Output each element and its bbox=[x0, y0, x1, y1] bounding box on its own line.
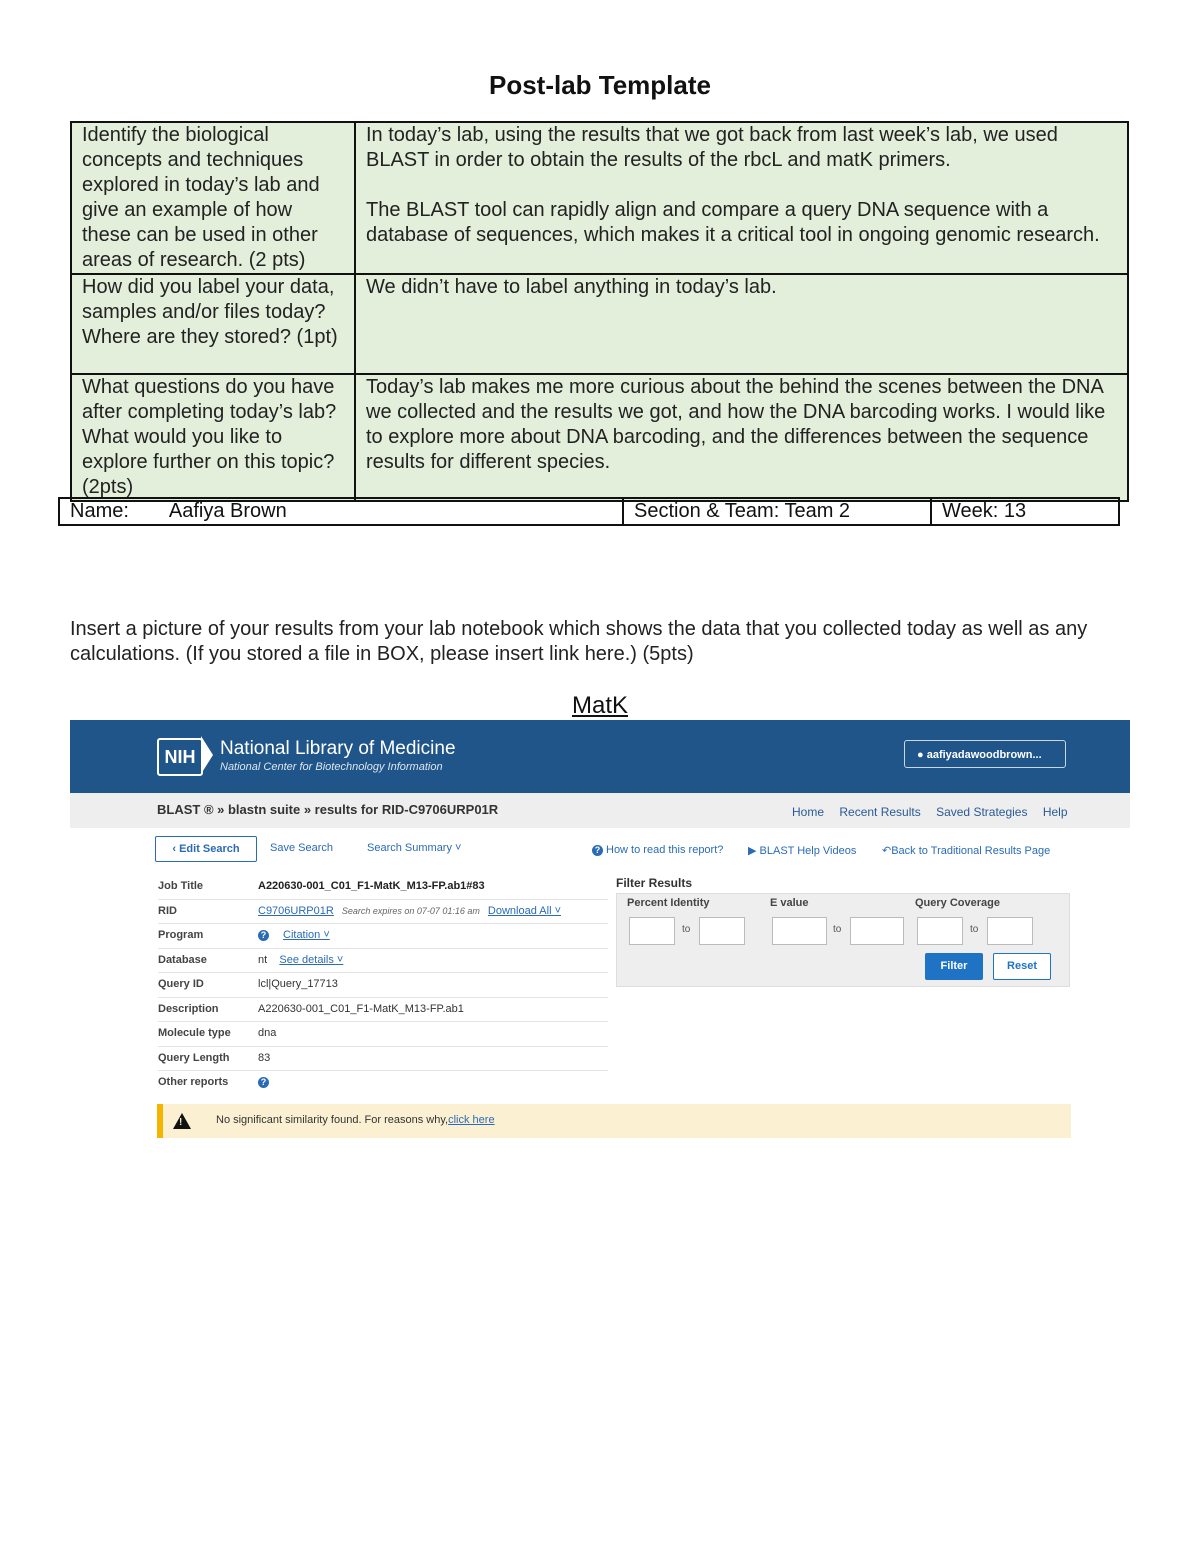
video-icon: ▶ bbox=[748, 845, 757, 857]
rid-link[interactable]: C9706URP01R bbox=[258, 904, 334, 917]
help-icon[interactable]: ? bbox=[258, 1077, 269, 1088]
query-coverage-label: Query Coverage bbox=[915, 897, 1000, 909]
qa-row bbox=[71, 122, 1128, 274]
download-all-link[interactable]: Download All ˅ bbox=[487, 904, 561, 917]
answer-paragraph: The BLAST tool can rapidly align and compare a query DNA sequence with a database of sequences, which makes it a critical tool in ongoing genomic research. bbox=[366, 199, 1100, 246]
rid-value bbox=[258, 900, 561, 924]
to-label: to bbox=[833, 924, 842, 935]
breadcrumb-bar bbox=[70, 793, 1130, 828]
filter-button[interactable]: Filter bbox=[925, 953, 983, 980]
detail-label: Query ID bbox=[158, 978, 204, 990]
blast-screenshot bbox=[70, 720, 1130, 1160]
section-cell: Section & Team: Team 2 bbox=[624, 499, 932, 524]
percent-identity-min-input[interactable] bbox=[629, 917, 675, 945]
answer-cell bbox=[355, 374, 1128, 501]
nav-recent-results[interactable]: Recent Results bbox=[839, 805, 921, 819]
percent-identity-label: Percent Identity bbox=[627, 897, 710, 909]
e-value-min-input[interactable] bbox=[772, 917, 827, 945]
org-subtitle: National Center for Biotechnology Information bbox=[220, 761, 443, 773]
back-arrow-icon: ↶ bbox=[882, 845, 892, 857]
help-icon[interactable]: ? bbox=[258, 930, 269, 941]
breadcrumb[interactable]: BLAST ® » blastn suite » results for RID-C9706URP01R bbox=[157, 802, 499, 817]
molecule-value: dna bbox=[258, 1027, 277, 1039]
percent-identity-max-input[interactable] bbox=[699, 917, 745, 945]
detail-row bbox=[158, 1071, 608, 1095]
detail-row bbox=[158, 998, 608, 1023]
query-coverage-min-input[interactable] bbox=[917, 917, 963, 945]
warning-icon-mark: ! bbox=[179, 1117, 183, 1128]
name-value: Aafiya Brown bbox=[168, 500, 287, 522]
nih-logo[interactable]: NIH bbox=[157, 738, 203, 776]
click-here-link[interactable]: click here bbox=[448, 1114, 495, 1126]
no-similarity-warning bbox=[157, 1104, 1071, 1138]
nih-header bbox=[70, 720, 1130, 793]
top-nav bbox=[792, 805, 1080, 819]
database-value bbox=[258, 949, 343, 973]
detail-label: Database bbox=[158, 953, 207, 966]
other-reports-value bbox=[258, 1071, 283, 1095]
answer-paragraph: In today’s lab, using the results that we got back from last week’s lab, we used BLAST in order to obtain the results of the rbcL and matK primers. bbox=[366, 124, 1058, 171]
help-icon: ? bbox=[592, 845, 603, 856]
rid-expires: Search expires on 07-07 01:16 am bbox=[341, 905, 480, 916]
query-length-value: 83 bbox=[258, 1051, 271, 1064]
section-subtitle: MatK bbox=[571, 692, 628, 719]
detail-row bbox=[158, 949, 608, 974]
name-cell bbox=[60, 499, 624, 524]
question-cell: What questions do you have after completing today’s lab? What would you like to explore further on this topic? (2pts) bbox=[71, 374, 355, 501]
answer-cell bbox=[355, 274, 1128, 374]
detail-row bbox=[158, 1022, 608, 1047]
filter-panel bbox=[616, 893, 1070, 987]
detail-row bbox=[158, 875, 608, 900]
to-label: to bbox=[970, 924, 979, 935]
reset-button[interactable]: Reset bbox=[993, 953, 1051, 980]
nih-logo-chevron-icon bbox=[201, 736, 213, 774]
database-name: nt bbox=[258, 953, 268, 966]
detail-label: Molecule type bbox=[158, 1027, 231, 1039]
e-value-label: E value bbox=[770, 897, 809, 909]
week-cell: Week: 13 bbox=[942, 500, 1027, 522]
question-cell: How did you label your data, samples and/or files today? Where are they stored? (1pt) bbox=[71, 274, 355, 374]
job-details bbox=[158, 875, 608, 1095]
answer-paragraph: Today’s lab makes me more curious about the behind the scenes between the DNA we collected and the results we got, and how the DNA barcoding works. I would like to explore more about DNA barcoding, and the differences between the sequence results for different species. bbox=[366, 376, 1106, 473]
job-title-value: A220630-001_C01_F1-MatK_M13-FP.ab1#83 bbox=[258, 880, 485, 892]
detail-label: Other reports bbox=[158, 1076, 229, 1088]
detail-row bbox=[158, 924, 608, 949]
to-label: to bbox=[682, 924, 691, 935]
e-value-max-input[interactable] bbox=[850, 917, 904, 945]
detail-row bbox=[158, 900, 608, 925]
detail-label: Program bbox=[158, 929, 204, 941]
warning-message: No significant similarity found. For reasons why, bbox=[216, 1114, 449, 1126]
nav-saved-strategies[interactable]: Saved Strategies bbox=[936, 805, 1028, 819]
back-to-traditional-link[interactable] bbox=[882, 844, 1050, 857]
query-id-value: lcl|Query_17713 bbox=[258, 978, 338, 990]
detail-row bbox=[158, 1047, 608, 1072]
qa-table bbox=[70, 121, 1129, 502]
instructions-text: Insert a picture of your results from your lab notebook which shows the data that you collected today as well as any calculations. (If you stored a file in BOX, please insert link here.) (5pts) bbox=[70, 618, 1088, 665]
warning-text bbox=[216, 1114, 495, 1126]
see-details-link[interactable]: See details ˅ bbox=[279, 953, 344, 966]
answer-paragraph: We didn’t have to label anything in today’s lab. bbox=[366, 276, 777, 298]
filter-title: Filter Results bbox=[616, 876, 693, 890]
nav-help[interactable]: Help bbox=[1042, 805, 1068, 819]
how-to-read-link[interactable] bbox=[592, 844, 723, 856]
help-videos-link[interactable] bbox=[748, 844, 856, 857]
page-title: Post-lab Template bbox=[488, 70, 711, 100]
detail-row bbox=[158, 973, 608, 998]
detail-label: Query Length bbox=[158, 1051, 230, 1064]
answer-cell bbox=[355, 122, 1128, 274]
search-summary-link[interactable]: Search Summary ˅ bbox=[367, 842, 462, 854]
back-link-label: Back to Traditional Results Page bbox=[891, 845, 1051, 857]
user-account-button[interactable] bbox=[904, 740, 1066, 768]
query-coverage-max-input[interactable] bbox=[987, 917, 1033, 945]
user-icon: ● bbox=[917, 749, 924, 761]
edit-search-button[interactable]: ‹ Edit Search bbox=[155, 836, 257, 862]
citation-link[interactable]: Citation ˅ bbox=[283, 929, 330, 941]
question-cell: Identify the biological concepts and techniques explored in today’s lab and give an example of how these can be used in other areas of research. (2 pts) bbox=[71, 122, 355, 274]
user-name: aafiyadawoodbrown... bbox=[926, 749, 1042, 761]
detail-label: RID bbox=[158, 904, 177, 917]
org-title: National Library of Medicine bbox=[220, 738, 456, 759]
nav-home[interactable]: Home bbox=[792, 805, 825, 819]
how-to-read-label: How to read this report? bbox=[606, 844, 724, 856]
description-value: A220630-001_C01_F1-MatK_M13-FP.ab1 bbox=[258, 1002, 464, 1015]
save-search-link[interactable]: Save Search bbox=[270, 842, 333, 854]
detail-label: Description bbox=[158, 1002, 219, 1015]
qa-row bbox=[71, 274, 1128, 374]
program-value bbox=[258, 924, 330, 948]
detail-label: Job Title bbox=[158, 880, 204, 892]
help-videos-label: BLAST Help Videos bbox=[759, 845, 857, 857]
name-bar bbox=[58, 497, 1120, 526]
qa-row bbox=[71, 374, 1128, 501]
name-label: Name: bbox=[70, 500, 129, 522]
